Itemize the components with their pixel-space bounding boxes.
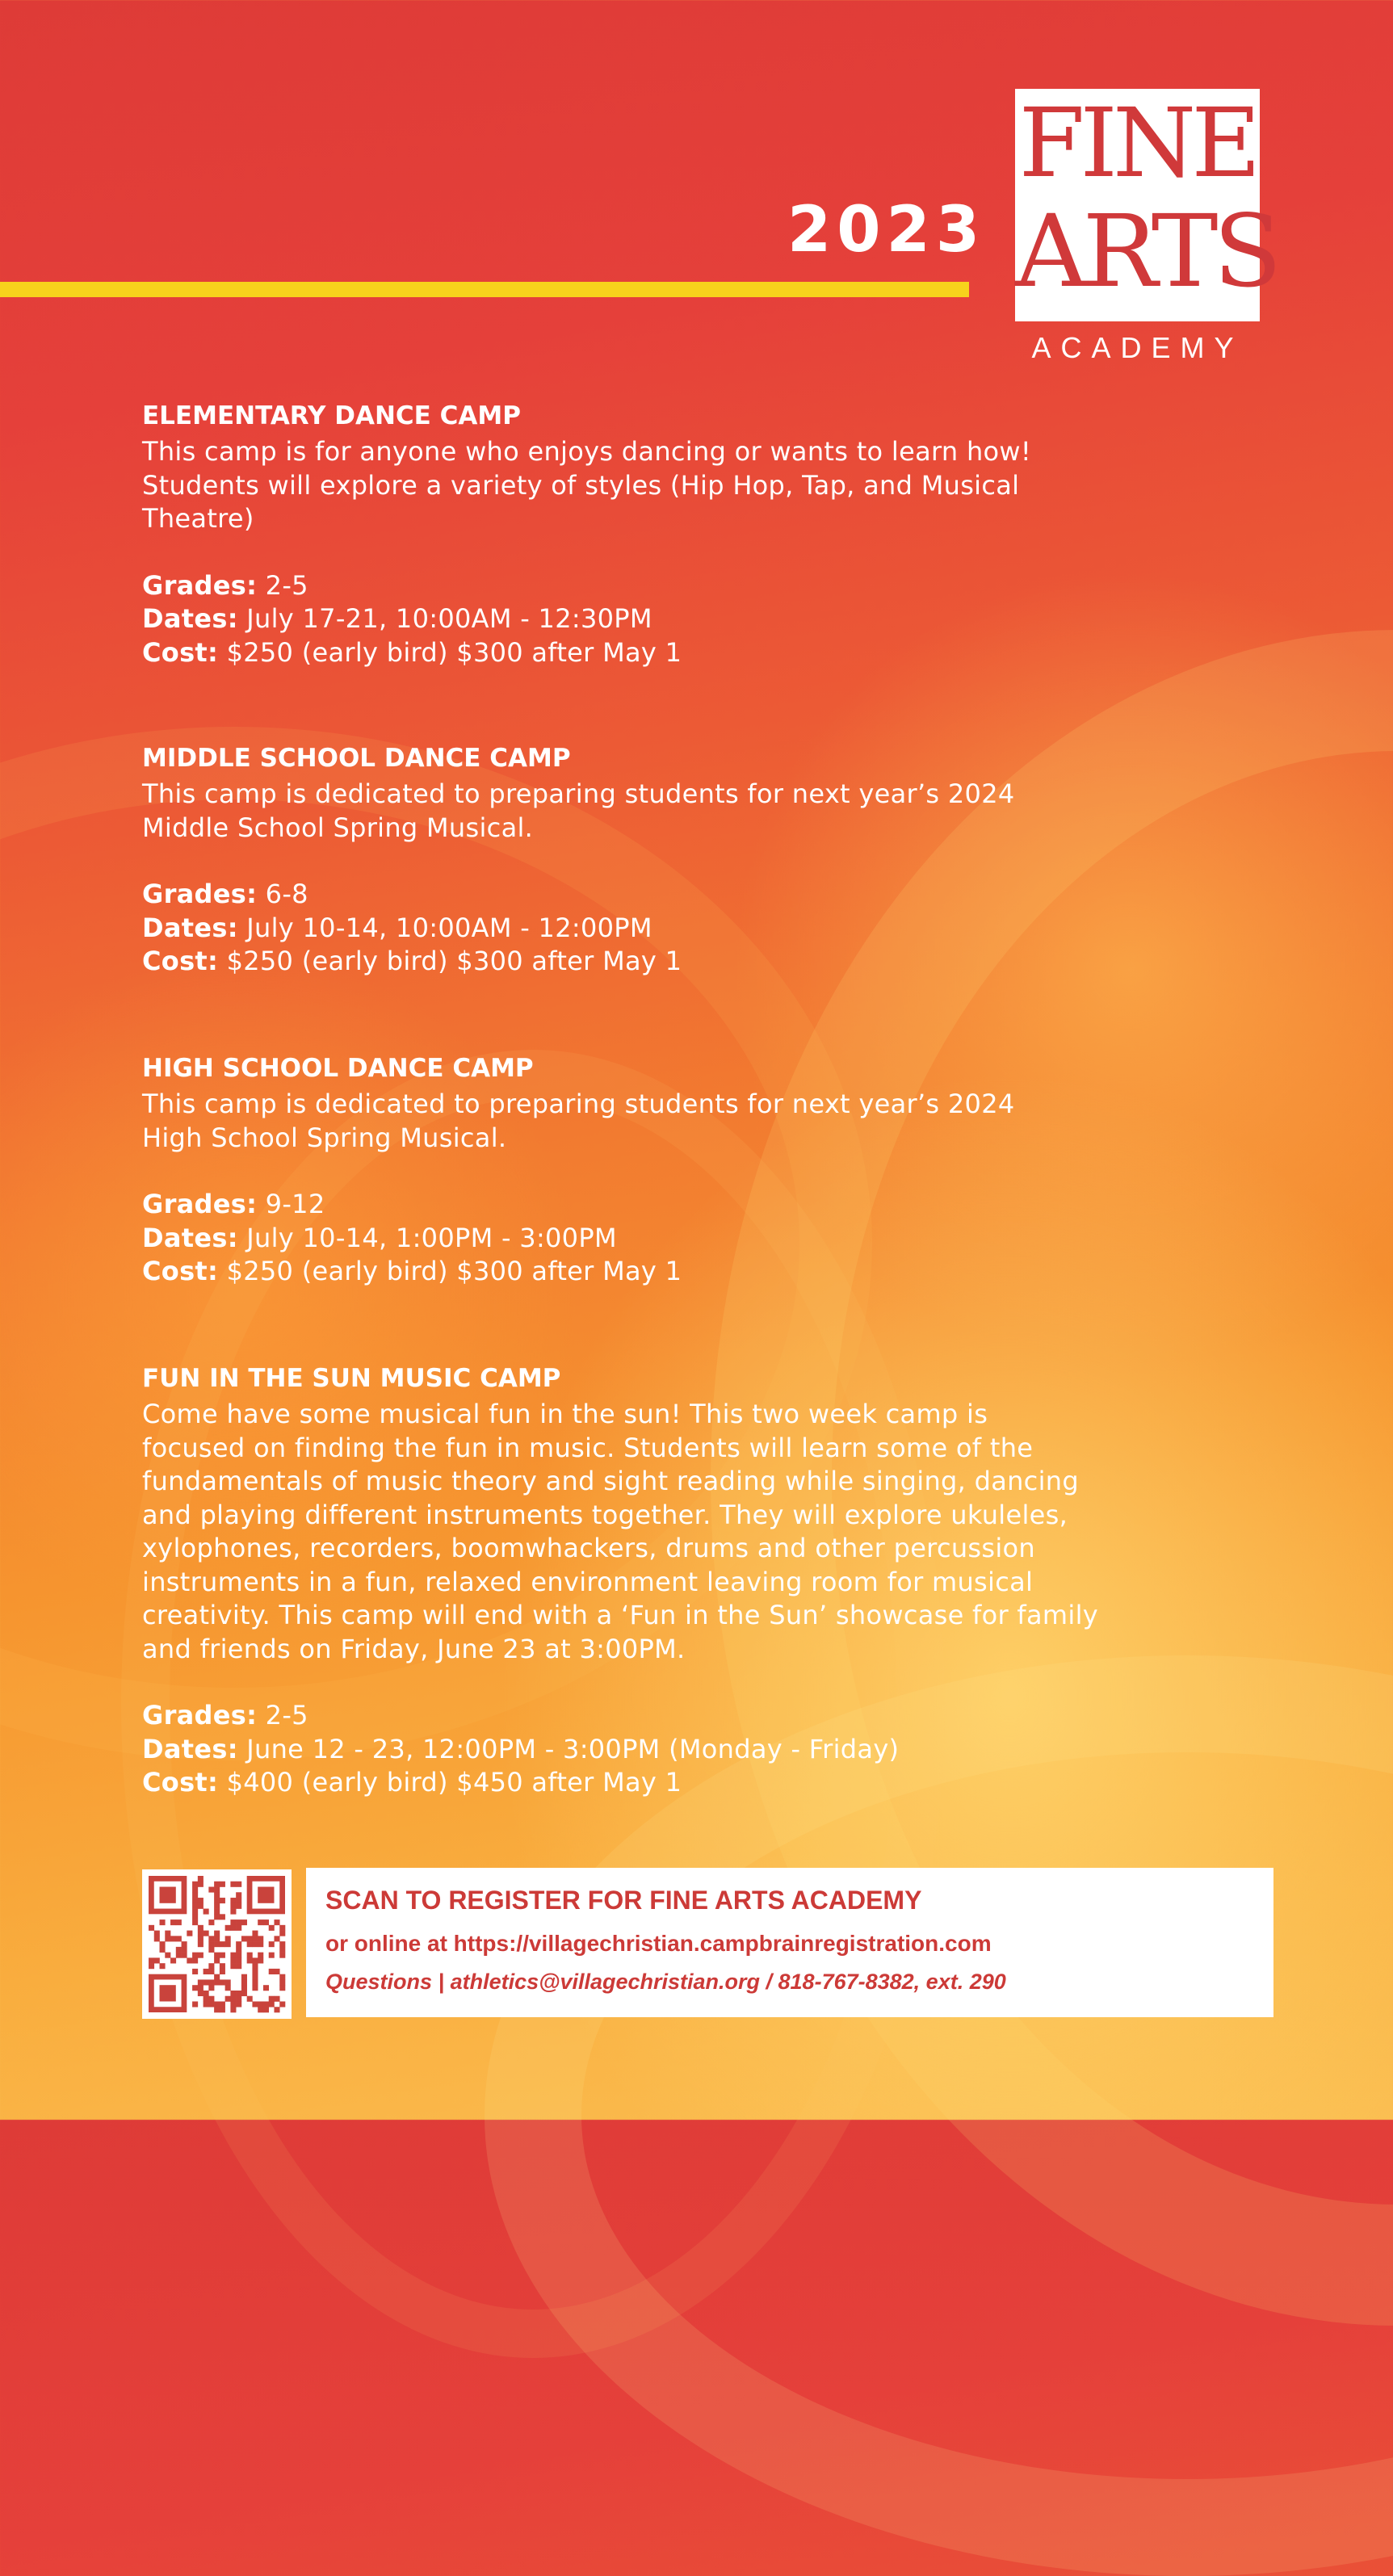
camp-cost: [142, 945, 1192, 979]
grades-value: 9-12: [257, 1189, 325, 1219]
logo-subtitle: ACADEMY: [1031, 331, 1244, 364]
dates-value: June 12 - 23, 12:00PM - 3:00PM (Monday - Friday): [237, 1733, 900, 1764]
grades-value: 2-5: [257, 1700, 308, 1731]
camp-description-line: High School Spring Musical.: [142, 1122, 507, 1153]
camp-description-line: fundamentals of music theory and sight reading while singing, dancing: [142, 1466, 1079, 1496]
fine-arts-logo: [1015, 87, 1278, 321]
logo-line-arts: ARTS: [1015, 194, 1278, 310]
grades-value: 2-5: [257, 569, 308, 601]
camp-description-line: and playing different instruments together. They will explore ukuleles,: [142, 1499, 1068, 1530]
grades-label: Grades:: [142, 879, 258, 909]
camp-dates: [142, 1222, 1192, 1256]
year-heading: 2023: [787, 194, 986, 266]
camp-section-elementary-dance: [142, 399, 1192, 669]
camp-dates: [142, 1733, 1192, 1767]
cost-label: Cost:: [142, 1256, 219, 1286]
camp-dates: [142, 602, 1192, 636]
camp-description-line: instruments in a fun, relaxed environment leaving room for musical: [142, 1566, 1034, 1597]
camp-section-high-school-dance: [142, 1051, 1192, 1289]
camp-cost: [142, 636, 1192, 670]
grades-value: 6-8: [257, 879, 308, 909]
camp-description: [142, 1398, 1192, 1666]
camp-title: FUN IN THE SUN MUSIC CAMP: [142, 1364, 561, 1393]
camp-description-line: Theatre): [142, 503, 254, 534]
camp-description-line: This camp is dedicated to preparing students for next year’s 2024: [142, 1089, 1015, 1119]
dates-value: July 10-14, 1:00PM - 3:00PM: [237, 1222, 617, 1253]
camp-dates: [142, 912, 1192, 946]
camp-cost: [142, 1255, 1192, 1289]
camp-description-line: xylophones, recorders, boomwhackers, drums and other percussion: [142, 1533, 1036, 1563]
dates-value: July 17-21, 10:00AM - 12:30PM: [237, 603, 652, 634]
cost-label: Cost:: [142, 1767, 219, 1798]
dates-label: Dates:: [142, 912, 238, 943]
camp-title: HIGH SCHOOL DANCE CAMP: [142, 1054, 534, 1083]
camp-description-line: Students will explore a variety of styles (Hip Hop, Tap, and Musical: [142, 469, 1020, 501]
camp-grades: [142, 1699, 1192, 1733]
camp-title: ELEMENTARY DANCE CAMP: [142, 401, 521, 430]
camp-description-line: and friends on Friday, June 23 at 3:00PM.: [142, 1633, 686, 1664]
registration-info-box: [306, 1868, 1273, 2017]
cost-label: Cost:: [142, 636, 219, 668]
camp-grades: [142, 878, 1192, 912]
registration-url-link[interactable]: or online at https://villagechristian.campbrainregistration.com: [325, 1931, 992, 1956]
cost-value: $250 (early bird) $300 after May 1: [218, 1256, 682, 1286]
camp-description-line: Come have some musical fun in the sun! This two week camp is: [142, 1399, 988, 1429]
dates-label: Dates:: [142, 1733, 238, 1764]
cost-label: Cost:: [142, 946, 219, 976]
camp-description: [142, 778, 1192, 845]
cost-value: $250 (early bird) $300 after May 1: [218, 946, 682, 976]
camp-description-line: focused on finding the fun in music. Students will learn some of the: [142, 1432, 1034, 1463]
grades-label: Grades:: [142, 1700, 258, 1731]
camp-description-line: creativity. This camp will end with a ‘Fun in the Sun’ showcase for family: [142, 1600, 1098, 1630]
cost-value: $250 (early bird) $300 after May 1: [218, 636, 682, 668]
camp-description: [142, 1088, 1192, 1155]
grades-label: Grades:: [142, 569, 258, 601]
yellow-divider-bar: [0, 282, 969, 297]
camp-description-line: This camp is for anyone who enjoys dancing or wants to learn how!: [142, 436, 1031, 467]
registration-qr-code[interactable]: [142, 1869, 292, 2019]
dates-label: Dates:: [142, 1222, 238, 1253]
grades-label: Grades:: [142, 1189, 258, 1219]
cost-value: $400 (early bird) $450 after May 1: [218, 1767, 682, 1798]
camp-section-fun-in-the-sun-music: [142, 1361, 1192, 1800]
dates-label: Dates:: [142, 603, 238, 634]
camp-description-line: This camp is dedicated to preparing students for next year’s 2024: [142, 778, 1015, 809]
camp-description: [142, 435, 1192, 536]
registration-title: SCAN TO REGISTER FOR FINE ARTS ACADEMY: [325, 1886, 922, 1915]
camp-description-line: Middle School Spring Musical.: [142, 812, 534, 843]
camp-cost: [142, 1766, 1192, 1800]
dates-value: July 10-14, 10:00AM - 12:00PM: [237, 912, 652, 943]
camp-title: MIDDLE SCHOOL DANCE CAMP: [142, 744, 571, 773]
logo-line-fine: FINE: [1018, 87, 1257, 199]
camp-grades: [142, 1188, 1192, 1222]
registration-contact[interactable]: Questions | athletics@villagechristian.org / 818-767-8382, ext. 290: [325, 1970, 1006, 1994]
camp-grades: [142, 569, 1192, 603]
camp-section-middle-school-dance: [142, 741, 1192, 979]
qr-code-icon: [142, 1869, 292, 2019]
